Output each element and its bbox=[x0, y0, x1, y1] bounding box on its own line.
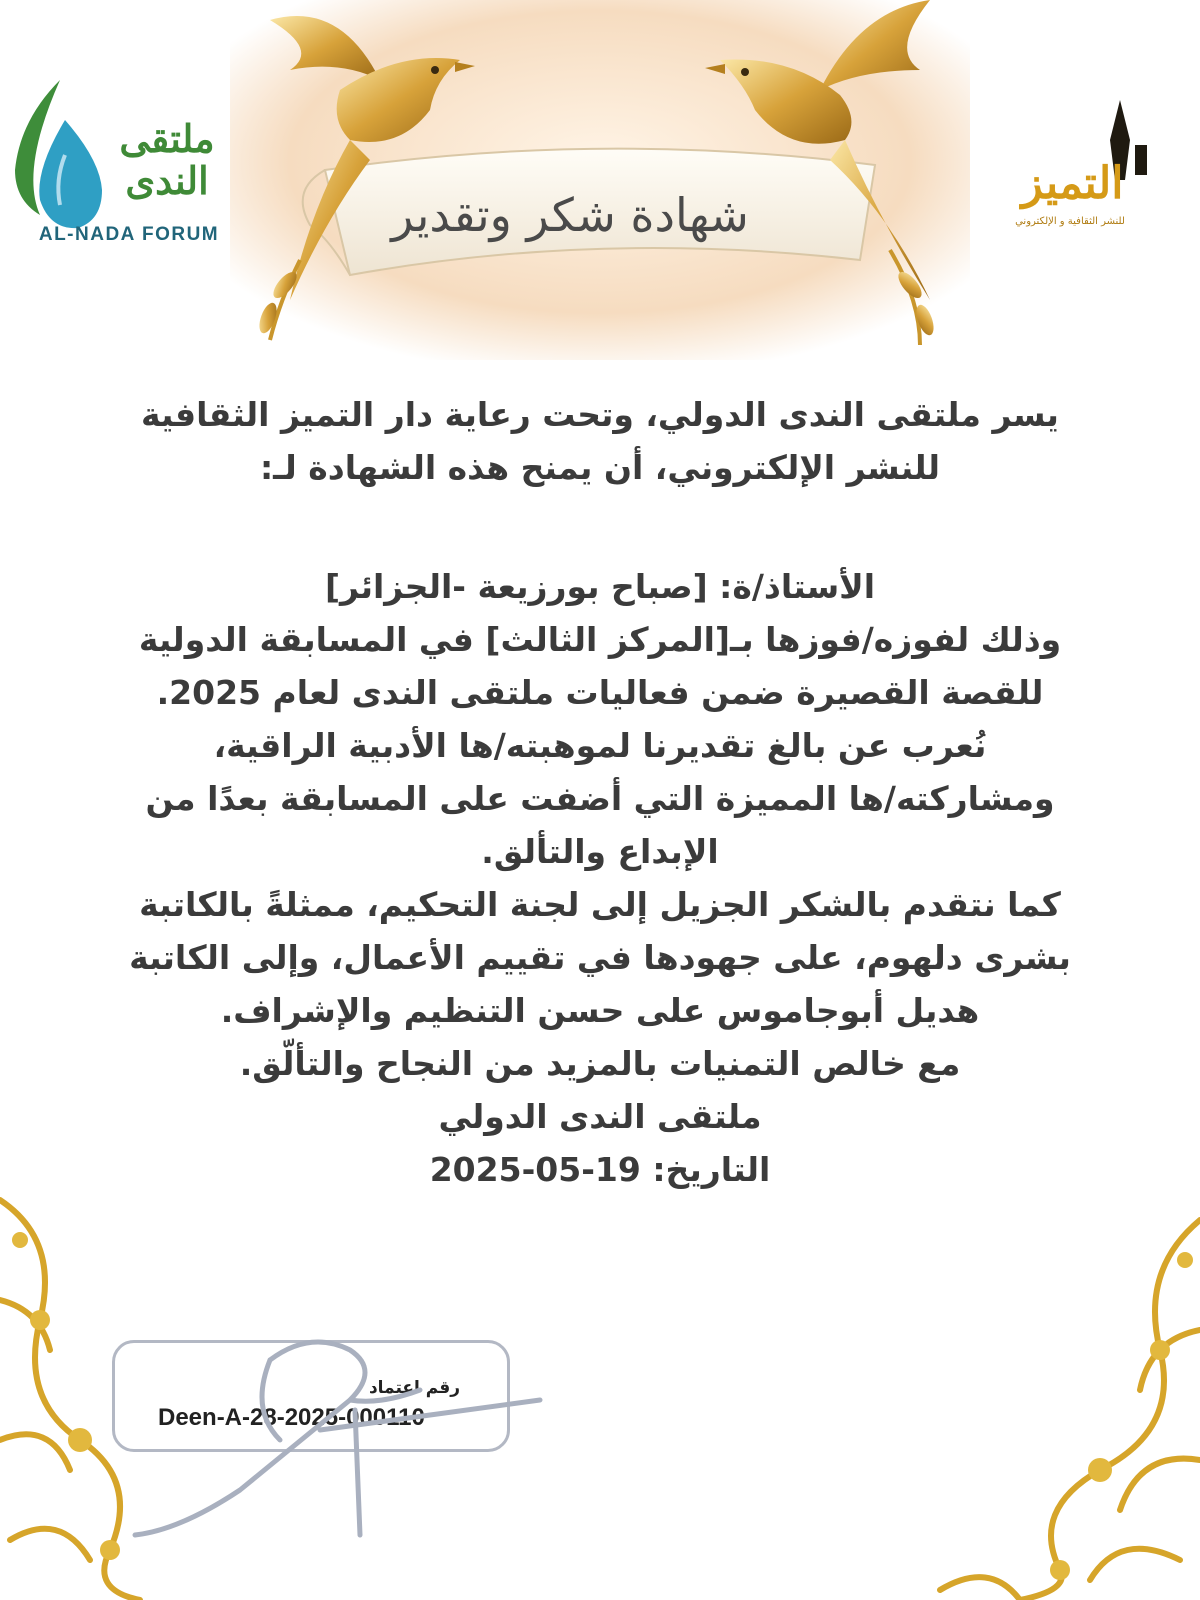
nada-logo-english-text: AL-NADA FORUM bbox=[38, 224, 220, 245]
intro-line: يسر ملتقى الندى الدولي، وتحت رعاية دار التميز الثقافية bbox=[141, 395, 1059, 434]
nada-logo-arabic-text: ملتقى الندى bbox=[119, 116, 215, 203]
certificate-intro bbox=[60, 388, 1140, 494]
approval-number-label: رقم اعتماد bbox=[368, 1378, 460, 1398]
tamayoz-logo-subtitle: للنشر الثقافية و الإلكتروني bbox=[1015, 216, 1125, 227]
body-line: ومشاركته/ها المميزة التي أضفت على المسابقة بعدًا من bbox=[145, 779, 1055, 818]
body-line: بشرى دلهوم، على جهودها في تقييم الأعمال، وإلى الكاتبة bbox=[129, 938, 1071, 977]
right-gold-ornament-icon bbox=[900, 1180, 1200, 1600]
certificate-body bbox=[60, 560, 1140, 1196]
intro-line: للنشر الإلكتروني، أن يمنح هذه الشهادة لـ: bbox=[259, 448, 941, 487]
body-line: هديل أبوجاموس على حسن التنظيم والإشراف. bbox=[220, 991, 980, 1030]
tamayoz-logo-text: التميز bbox=[1021, 158, 1124, 209]
recipient-line: الأستاذ/ة: [صباح بورزيعة -الجزائر] bbox=[324, 567, 876, 606]
body-line: مع خالص التمنيات بالمزيد من النجاح والتألّق. bbox=[239, 1044, 961, 1083]
body-line: كما نتقدم بالشكر الجزيل إلى لجنة التحكيم، ممثلةً بالكاتبة bbox=[139, 885, 1061, 924]
approval-number-code: Deen-A-28-2025-000110 bbox=[158, 1404, 425, 1431]
issuer-line: ملتقى الندى الدولي bbox=[438, 1097, 762, 1136]
date-line: التاريخ: 19-05-2025 bbox=[429, 1150, 771, 1189]
certificate-title: شهادة شكر وتقدير bbox=[391, 188, 749, 242]
banner-illustration bbox=[230, 0, 970, 360]
body-line: وذلك لفوزه/فوزها بـ[المركز الثالث] في المسابقة الدولية bbox=[138, 620, 1062, 659]
body-line: نُعرب عن بالغ تقديرنا لموهبته/ها الأدبية الراقية، bbox=[213, 726, 987, 765]
body-line: للقصة القصيرة ضمن فعاليات ملتقى الندى لعام 2025. bbox=[156, 673, 1044, 712]
body-line: الإبداع والتألق. bbox=[481, 832, 719, 871]
